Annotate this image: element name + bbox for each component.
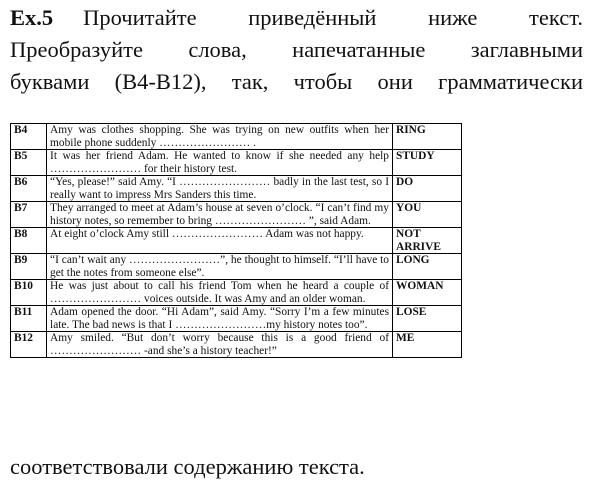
row-id: B7 [11, 202, 47, 228]
task-line-2: Преобразуйте слова, напечатанные заглавными [10, 37, 583, 62]
row-word: NOT ARRIVE [393, 228, 462, 254]
row-text: “Yes, please!” said Amy. “I …………………… badly in the last test, so I really want to impress Mrs Sanders this time. [47, 176, 393, 202]
exercise-table [10, 123, 462, 358]
table-row [11, 176, 462, 202]
row-text: They arranged to meet at Adam’s house at seven o’clock. “I can’t find my history notes, so remember to bring …………………… ”, said Adam. [47, 202, 393, 228]
row-text: He was just about to call his friend Tom when he heard a couple of …………………… voices outside. It was Amy and an older woman. [47, 280, 393, 306]
row-text: Amy was clothes shopping. She was trying on new outfits when her mobile phone suddenly …………………… . [47, 124, 393, 150]
row-id: B8 [11, 228, 47, 254]
table-row [11, 228, 462, 254]
table-row [11, 150, 462, 176]
row-id: B6 [11, 176, 47, 202]
row-word: DO [393, 176, 462, 202]
row-text: It was her friend Adam. He wanted to know if she needed any help …………………… for their history test. [47, 150, 393, 176]
row-word: STUDY [393, 150, 462, 176]
row-text: At eight o’clock Amy still …………………… Adam was not happy. [47, 228, 393, 254]
row-id: B12 [11, 332, 47, 358]
row-text: Adam opened the door. “Hi Adam”, said Amy. “Sorry I’m a few minutes late. The bad news is that I ……………………my history notes too”. [47, 306, 393, 332]
task-line-3: буквами (B4-B12), так, чтобы они грамматически [10, 69, 583, 94]
row-text: Amy smiled. “But don’t worry because this is a good friend of …………………… -and she’s a history teacher!” [47, 332, 393, 358]
row-word: LOSE [393, 306, 462, 332]
task-ending: соответствовали содержанию текста. [10, 454, 365, 479]
table-row [11, 202, 462, 228]
row-word: WOMAN [393, 280, 462, 306]
row-word: YOU [393, 202, 462, 228]
row-id: B9 [11, 254, 47, 280]
row-id: B10 [11, 280, 47, 306]
row-id: B5 [11, 150, 47, 176]
table-row [11, 306, 462, 332]
task-line-1-text: Прочитайте приведённый ниже текст. [83, 5, 583, 30]
task-line-1 [10, 2, 583, 34]
row-id: B4 [11, 124, 47, 150]
row-word: LONG [393, 254, 462, 280]
table-row [11, 254, 462, 280]
exercise-number: Ex.5 [10, 5, 54, 30]
table-row [11, 332, 462, 358]
row-text: “I can’t wait any ……………………”, he thought to himself. “I’ll have to get the notes from someone else”. [47, 254, 393, 280]
row-word: RING [393, 124, 462, 150]
row-word: ME [393, 332, 462, 358]
table-row [11, 280, 462, 306]
row-id: B11 [11, 306, 47, 332]
task-instructions [10, 2, 583, 98]
table-row [11, 124, 462, 150]
